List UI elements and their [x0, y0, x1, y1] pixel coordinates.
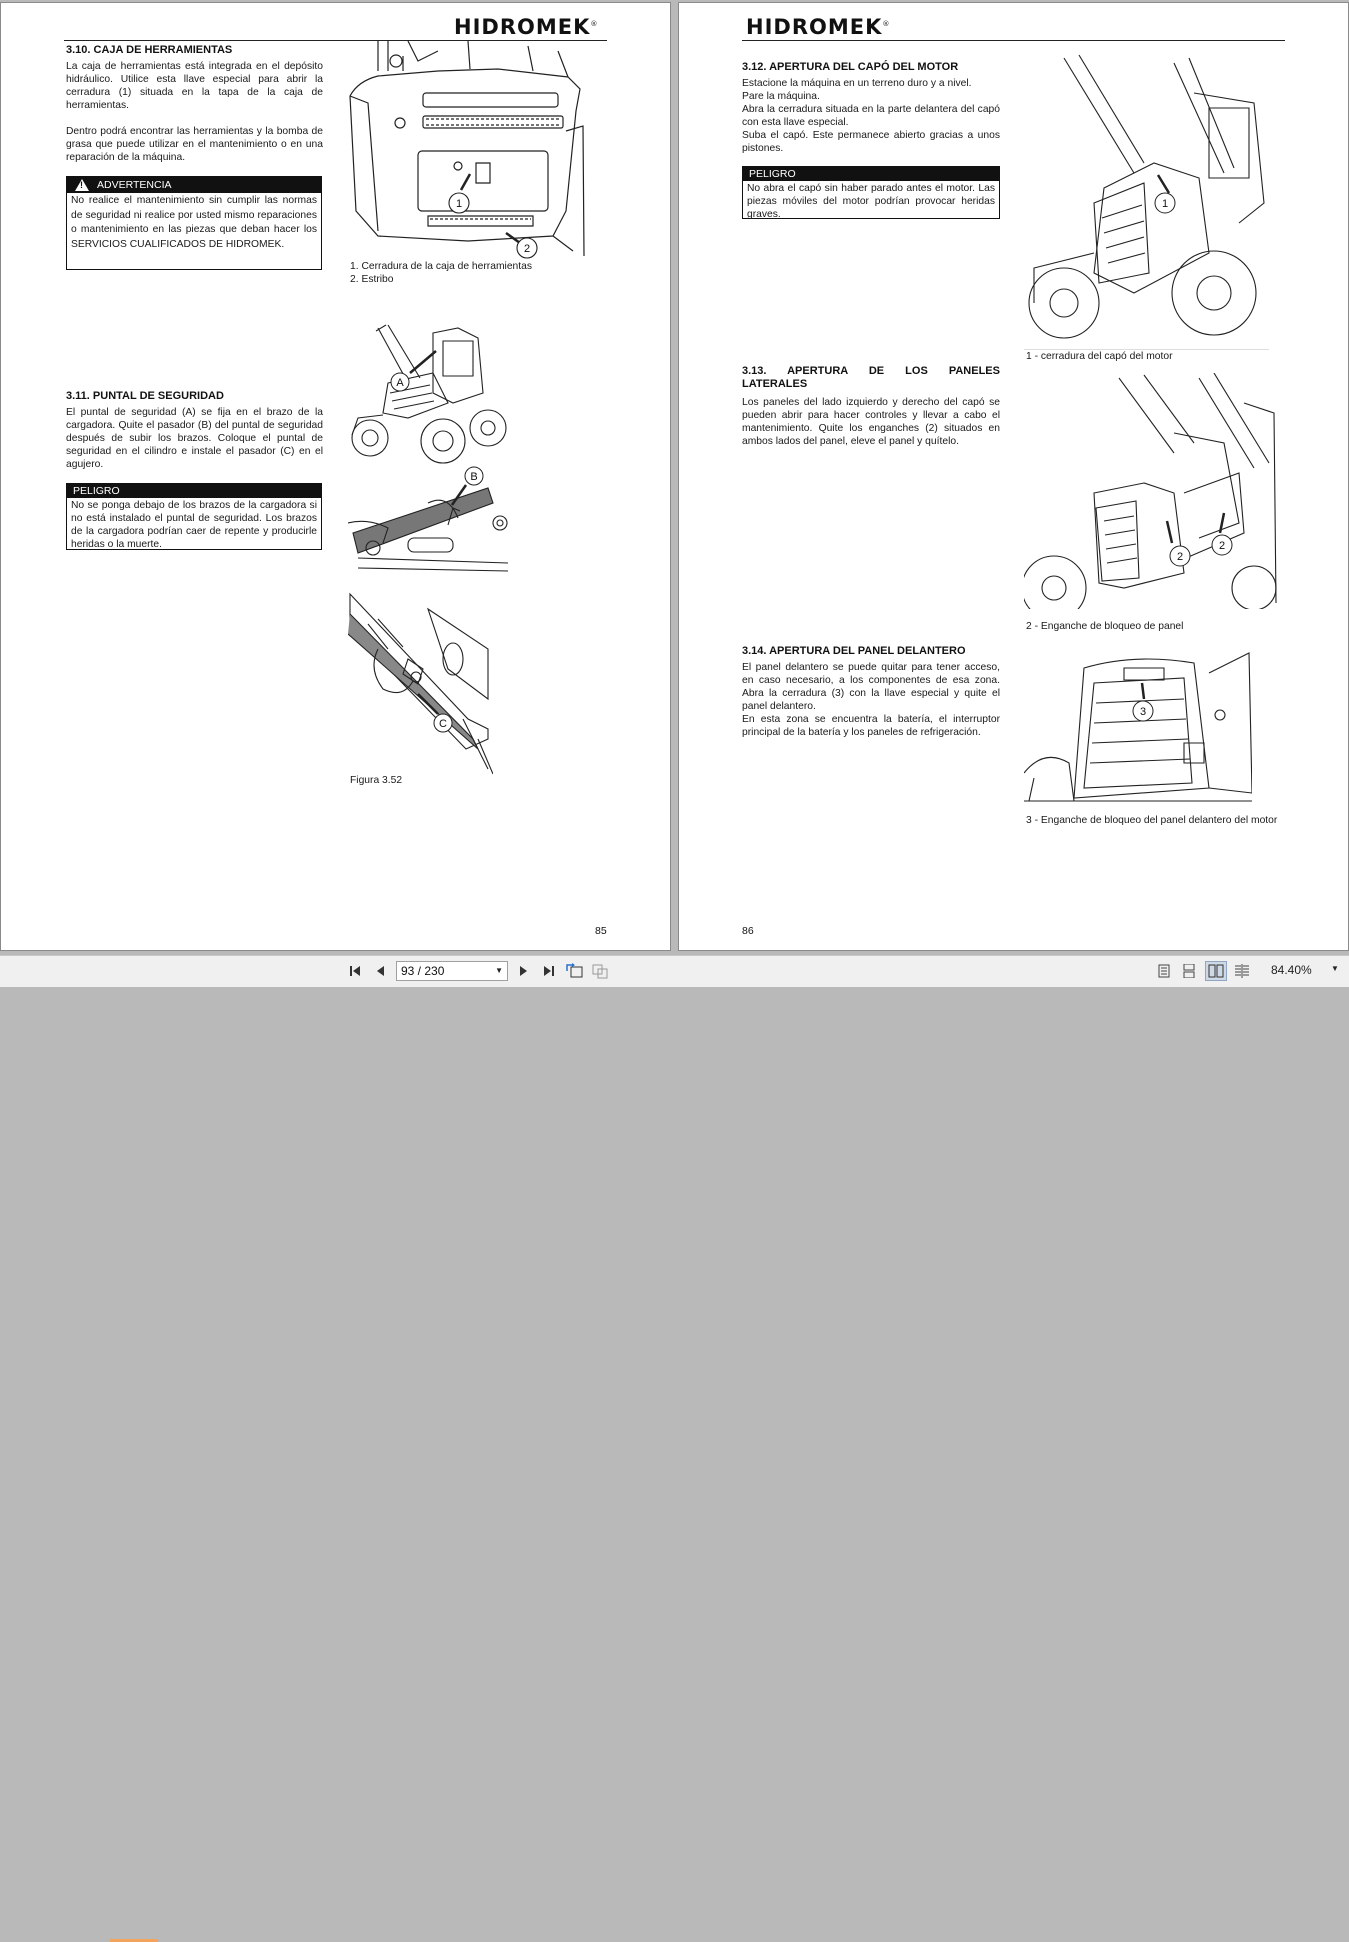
zoom-level[interactable]: 84.40% [1271, 963, 1312, 977]
callout-1: 1 [455, 198, 463, 210]
last-page-icon[interactable] [540, 961, 556, 981]
caption-toolbox-lock: 1. Cerradura de la caja de herramientas [350, 261, 533, 272]
section-3-12-para-3: Abra la cerradura situada en la parte delantera del capó con esta llave especial. [742, 104, 1000, 128]
page-number-value: 93 / 230 [401, 964, 445, 978]
prev-page-icon[interactable] [373, 961, 387, 981]
section-3-11-heading: 3.11. PUNTAL DE SEGURIDAD [66, 390, 224, 402]
page-number-86: 86 [742, 925, 754, 937]
header-rule-right [742, 40, 1285, 41]
backhoe-strut-figure [348, 323, 510, 473]
single-page-icon[interactable] [1157, 961, 1171, 981]
page-number-85: 85 [595, 925, 607, 937]
section-3-13-para-1: Los paneles del lado izquierdo y derecho del capó se pueden abrir para hacer controles y llevar a cabo el mantenimiento. Quite los enganches (2) situados en ambos lados del panel, eleve el panel y quítelo. [742, 397, 1000, 447]
danger-box-left [66, 483, 322, 550]
section-3-13-heading-line-2: LATERALES [742, 378, 808, 390]
danger-title-right: PELIGRO [749, 168, 796, 180]
section-3-10-heading: 3.10. CAJA DE HERRAMIENTAS [66, 44, 233, 56]
caption-front-panel-latch: 3 - Enganche de bloqueo del panel delantero del motor [1026, 815, 1278, 826]
section-3-13-heading-line-1: 3.13. APERTURA DE LOS PANELES [742, 365, 1000, 377]
danger-text-right: No abra el capó sin haber parado antes el motor. Las piezas móviles del motor podrían provocar heridas graves. [747, 183, 995, 220]
extract-icon[interactable] [591, 961, 609, 981]
warning-box [66, 176, 322, 270]
callout-2-right-a: 2 [1176, 551, 1184, 563]
warning-text: No realice el mantenimiento sin cumplir las normas de seguridad ni realice por usted mismo reparaciones o mantenimiento en las piezas que deban hacer los SERVICIOS CUALIFICADOS DE HIDROMEK. [71, 195, 317, 250]
hidromek-logo-right: HIDROMEK® [746, 15, 891, 39]
viewer-toolbar [0, 955, 1349, 987]
section-3-10-para-1: La caja de herramientas está integrada en el depósito hidráulico. Utilice esta llave especial para abrir la cerradura (1) situada en la tapa de la caja de herramientas. [66, 61, 323, 111]
danger-title-left: PELIGRO [73, 485, 120, 497]
page-dropdown-icon[interactable]: ▼ [495, 966, 503, 975]
danger-box-right [742, 166, 1000, 219]
callout-c: C [439, 718, 447, 730]
callout-2: 2 [523, 243, 531, 255]
toolbox-figure [348, 41, 588, 259]
two-page-icon[interactable] [1205, 961, 1227, 981]
pdf-page-85 [0, 2, 671, 951]
warning-title: ADVERTENCIA [97, 179, 172, 191]
pin-b-figure [348, 463, 510, 581]
zoom-dropdown-icon[interactable]: ▼ [1331, 964, 1339, 973]
front-panel-figure [1024, 643, 1252, 803]
section-3-11-para-1: El puntal de seguridad (A) se fija en el brazo de la cargadora. Quite el pasador (B) del puntal de seguridad después de subir los brazos. Coloque el puntal de seguridad en el cilindro e instale el pasador (C) en el agujero. [66, 407, 323, 470]
section-3-10-para-2: Dentro podrá encontrar las herramientas y la bomba de grasa que puede utilizar en el mantenimiento o en una reparación de la máquina. [66, 126, 323, 163]
next-page-icon[interactable] [517, 961, 531, 981]
callout-b: B [470, 471, 478, 483]
hidromek-logo: HIDROMEK® [454, 15, 599, 39]
danger-text-left: No se ponga debajo de los brazos de la cargadora si no está instalado el puntal de seguridad. Los brazos de la cargadora podrían caer de repente y producirle heridas o la muerte. [71, 500, 317, 550]
section-3-12-para-4: Suba el capó. Este permanece abierto gracias a unos pistones. [742, 130, 1000, 154]
caption-step: 2. Estribo [350, 274, 394, 285]
callout-a: A [396, 377, 404, 389]
bonnet-figure [1024, 53, 1269, 350]
continuous-icon[interactable] [1181, 961, 1197, 981]
section-3-14-para-1: El panel delantero se puede quitar para tener acceso, en caso necesario, a los componentes de esa zona. Abra la cerradura (3) con la llave especial y quite el panel delantero. [742, 662, 1000, 712]
callout-2-right-b: 2 [1218, 540, 1226, 552]
pin-c-figure [348, 589, 493, 775]
callout-1-right: 1 [1161, 198, 1169, 210]
figure-label: Figura 3.52 [350, 775, 403, 786]
callout-3: 3 [1139, 706, 1147, 718]
section-3-12-para-2: Pare la máquina. [742, 91, 820, 102]
section-3-12-heading: 3.12. APERTURA DEL CAPÓ DEL MOTOR [742, 61, 959, 73]
first-page-icon[interactable] [348, 961, 364, 981]
section-3-14-heading: 3.14. APERTURA DEL PANEL DELANTERO [742, 645, 966, 657]
pdf-page-86 [678, 2, 1349, 951]
section-3-14-para-2: En esta zona se encuentra la batería, el interruptor principal de la batería y los paneles de refrigeración. [742, 714, 1000, 738]
two-page-continuous-icon[interactable] [1233, 961, 1251, 981]
page-number-input[interactable] [396, 961, 508, 981]
section-3-12-para-1: Estacione la máquina en un terreno duro y a nivel. [742, 78, 972, 89]
warning-triangle-icon [75, 179, 89, 191]
caption-bonnet-lock: 1 - cerradura del capó del motor [1026, 351, 1173, 362]
rotate-view-icon[interactable] [566, 961, 584, 981]
caption-panel-latch: 2 - Enganche de bloqueo de panel [1026, 621, 1184, 632]
side-panels-figure [1024, 373, 1279, 609]
